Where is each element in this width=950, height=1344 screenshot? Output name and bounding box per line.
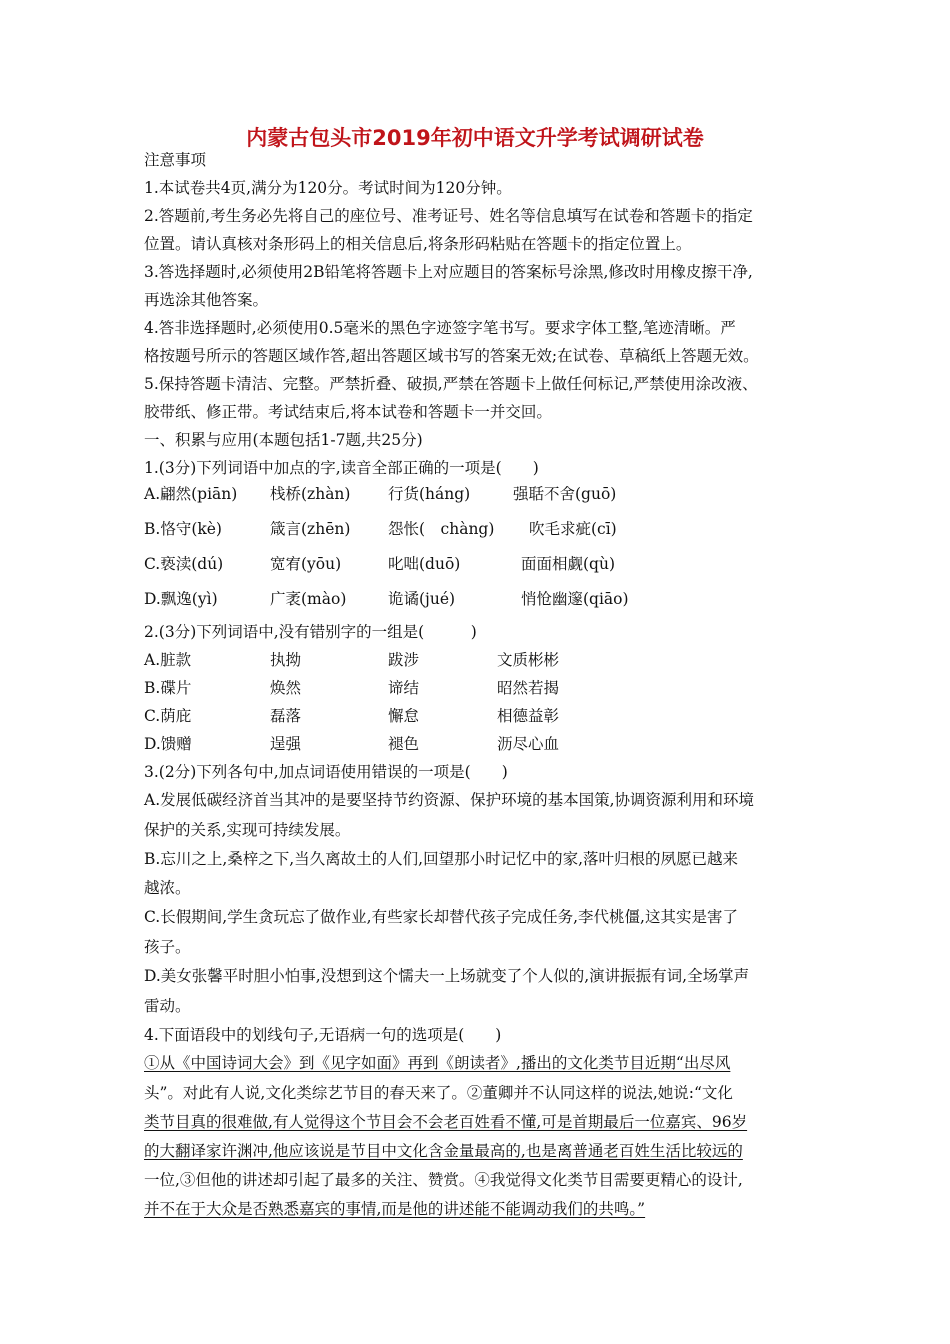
- option-term: 相德益彰: [497, 707, 560, 725]
- exam-title: 内蒙古包头市2019年初中语文升学考试调研试卷: [246, 126, 704, 150]
- question-4-passage-line: 一位,③但他的讲述却引起了最多的关注、赞赏。④我觉得文化类节目需要更精心的设计,: [144, 1171, 743, 1189]
- option-term: 懈怠: [388, 707, 420, 725]
- option-term: 吹毛求疵(cī): [529, 520, 617, 538]
- option-term: 褪色: [388, 735, 420, 753]
- question-3-line: C.长假期间,学生贪玩忘了做作业,有些家长却替代孩子完成任务,李代桃僵,这其实是害了: [144, 908, 738, 926]
- option-term: A.脏款: [144, 651, 192, 669]
- notice-heading: 注意事项: [144, 151, 207, 169]
- question-3-line: B.忘川之上,桑梓之下,当久离故土的人们,回望那小时记忆中的家,落叶归根的夙愿已越来: [144, 850, 739, 868]
- section-heading: 一、积累与应用(本题包括1-7题,共25分): [144, 431, 423, 449]
- notice-line: 4.答非选择题时,必须使用0.5毫米的黑色字迹签字笔书写。要求字体工整,笔迹清晰。严: [144, 319, 736, 337]
- question-2-option-c: [144, 705, 844, 727]
- question-4-stem: 4.下面语段中的划线句子,无语病一句的选项是( ): [144, 1026, 502, 1044]
- option-term: B.恪守(kè): [144, 520, 222, 538]
- option-term: 逞强: [270, 735, 302, 753]
- option-term: 昭然若揭: [497, 679, 560, 697]
- question-1-stem: 1.(3分)下列词语中加点的字,读音全部正确的一项是( ): [144, 459, 539, 477]
- question-1-option-a: [144, 483, 844, 505]
- option-term: 宽宥(yōu): [270, 555, 342, 573]
- question-3-line: 孩子。: [144, 938, 191, 956]
- notice-line: 2.答题前,考生务必先将自己的座位号、准考证号、姓名等信息填写在试卷和答题卡的指定: [144, 207, 753, 225]
- option-term: 沥尽心血: [497, 735, 560, 753]
- option-term: 行货(háng): [388, 485, 471, 503]
- question-4-passage-line: 的大翻译家许渊冲,他应该说是节目中文化含金量最高的,也是离普通老百姓生活比较远的: [144, 1142, 743, 1160]
- question-3-line: 保护的关系,实现可持续发展。: [144, 821, 351, 839]
- question-2-option-a: [144, 649, 844, 671]
- question-2-stem: 2.(3分)下列词语中,没有错别字的一组是( ): [144, 623, 477, 641]
- notice-line: 1.本试卷共4页,满分为120分。考试时间为120分钟。: [144, 179, 512, 197]
- option-term: 栈桥(zhàn): [270, 485, 351, 503]
- notice-line: 格按题号所示的答题区域作答,超出答题区域书写的答案无效;在试卷、草稿纸上答题无效。: [144, 347, 759, 365]
- notice-line: 3.答选择题时,必须使用2B铅笔将答题卡上对应题目的答案标号涂黑,修改时用橡皮擦干净,: [144, 263, 753, 281]
- option-term: C.荫庇: [144, 707, 192, 725]
- option-term: 诡谲(jué): [388, 590, 456, 608]
- notice-line: 位置。请认真核对条形码上的相关信息后,将条形码粘贴在答题卡的指定位置上。: [144, 235, 692, 253]
- option-term: 文质彬彬: [497, 651, 560, 669]
- option-term: 面面相觑(qù): [521, 555, 615, 573]
- option-term: 强聒不舍(guō): [513, 485, 617, 503]
- option-term: 跋涉: [388, 651, 420, 669]
- question-3-line: A.发展低碳经济首当其冲的是要坚持节约资源、保护环境的基本国策,协调资源利用和环境: [144, 791, 755, 809]
- question-3-line: 越浓。: [144, 879, 191, 897]
- question-3-line: D.美女张馨平时胆小怕事,没想到这个懦夫一上场就变了个人似的,演讲振振有词,全场掌声: [144, 967, 750, 985]
- question-1-option-c: [144, 553, 844, 575]
- question-3-stem: 3.(2分)下列各句中,加点词语使用错误的一项是( ): [144, 763, 508, 781]
- notice-line: 再选涂其他答案。: [144, 291, 269, 309]
- question-4-passage-line: 并不在于大众是否熟悉嘉宾的事情,而是他的讲述能不能调动我们的共鸣。”: [144, 1200, 646, 1218]
- option-term: 广袤(mào): [270, 590, 347, 608]
- option-term: 磊落: [270, 707, 302, 725]
- question-4-passage-line: ①从《中国诗词大会》到《见字如面》再到《朗读者》,播出的文化类节目近期“出尽风: [144, 1054, 731, 1072]
- notice-line: 5.保持答题卡清洁、完整。严禁折叠、破损,严禁在答题卡上做任何标记,严禁使用涂改液、: [144, 375, 758, 393]
- option-term: 执拗: [270, 651, 302, 669]
- question-2-option-b: [144, 677, 844, 699]
- option-term: 怨怅( chàng): [388, 520, 495, 538]
- option-term: 叱咄(duō): [388, 555, 461, 573]
- option-term: B.碟片: [144, 679, 192, 697]
- question-3-line: 雷动。: [144, 997, 191, 1015]
- option-term: A.翩然(piān): [144, 485, 238, 503]
- option-term: 悄怆幽邃(qiāo): [521, 590, 629, 608]
- question-1-option-d: [144, 588, 844, 610]
- option-term: D.馈赠: [144, 735, 192, 753]
- question-4-passage-line: 类节目真的很难做,有人觉得这个节目会不会老百姓看不懂,可是首期最后一位嘉宾、96岁: [144, 1113, 748, 1131]
- question-2-option-d: [144, 733, 844, 755]
- notice-line: 胶带纸、修正带。考试结束后,将本试卷和答题卡一并交回。: [144, 403, 552, 421]
- question-4-passage-line: 头”。对此有人说,文化类综艺节目的春天来了。②董卿并不认同这样的说法,她说:“文化: [144, 1084, 733, 1102]
- option-term: 谛结: [388, 679, 420, 697]
- option-term: 焕然: [270, 679, 302, 697]
- option-term: C.亵渎(dú): [144, 555, 224, 573]
- option-term: 箴言(zhēn): [270, 520, 351, 538]
- question-1-option-b: [144, 518, 844, 540]
- option-term: D.飘逸(yì): [144, 590, 218, 608]
